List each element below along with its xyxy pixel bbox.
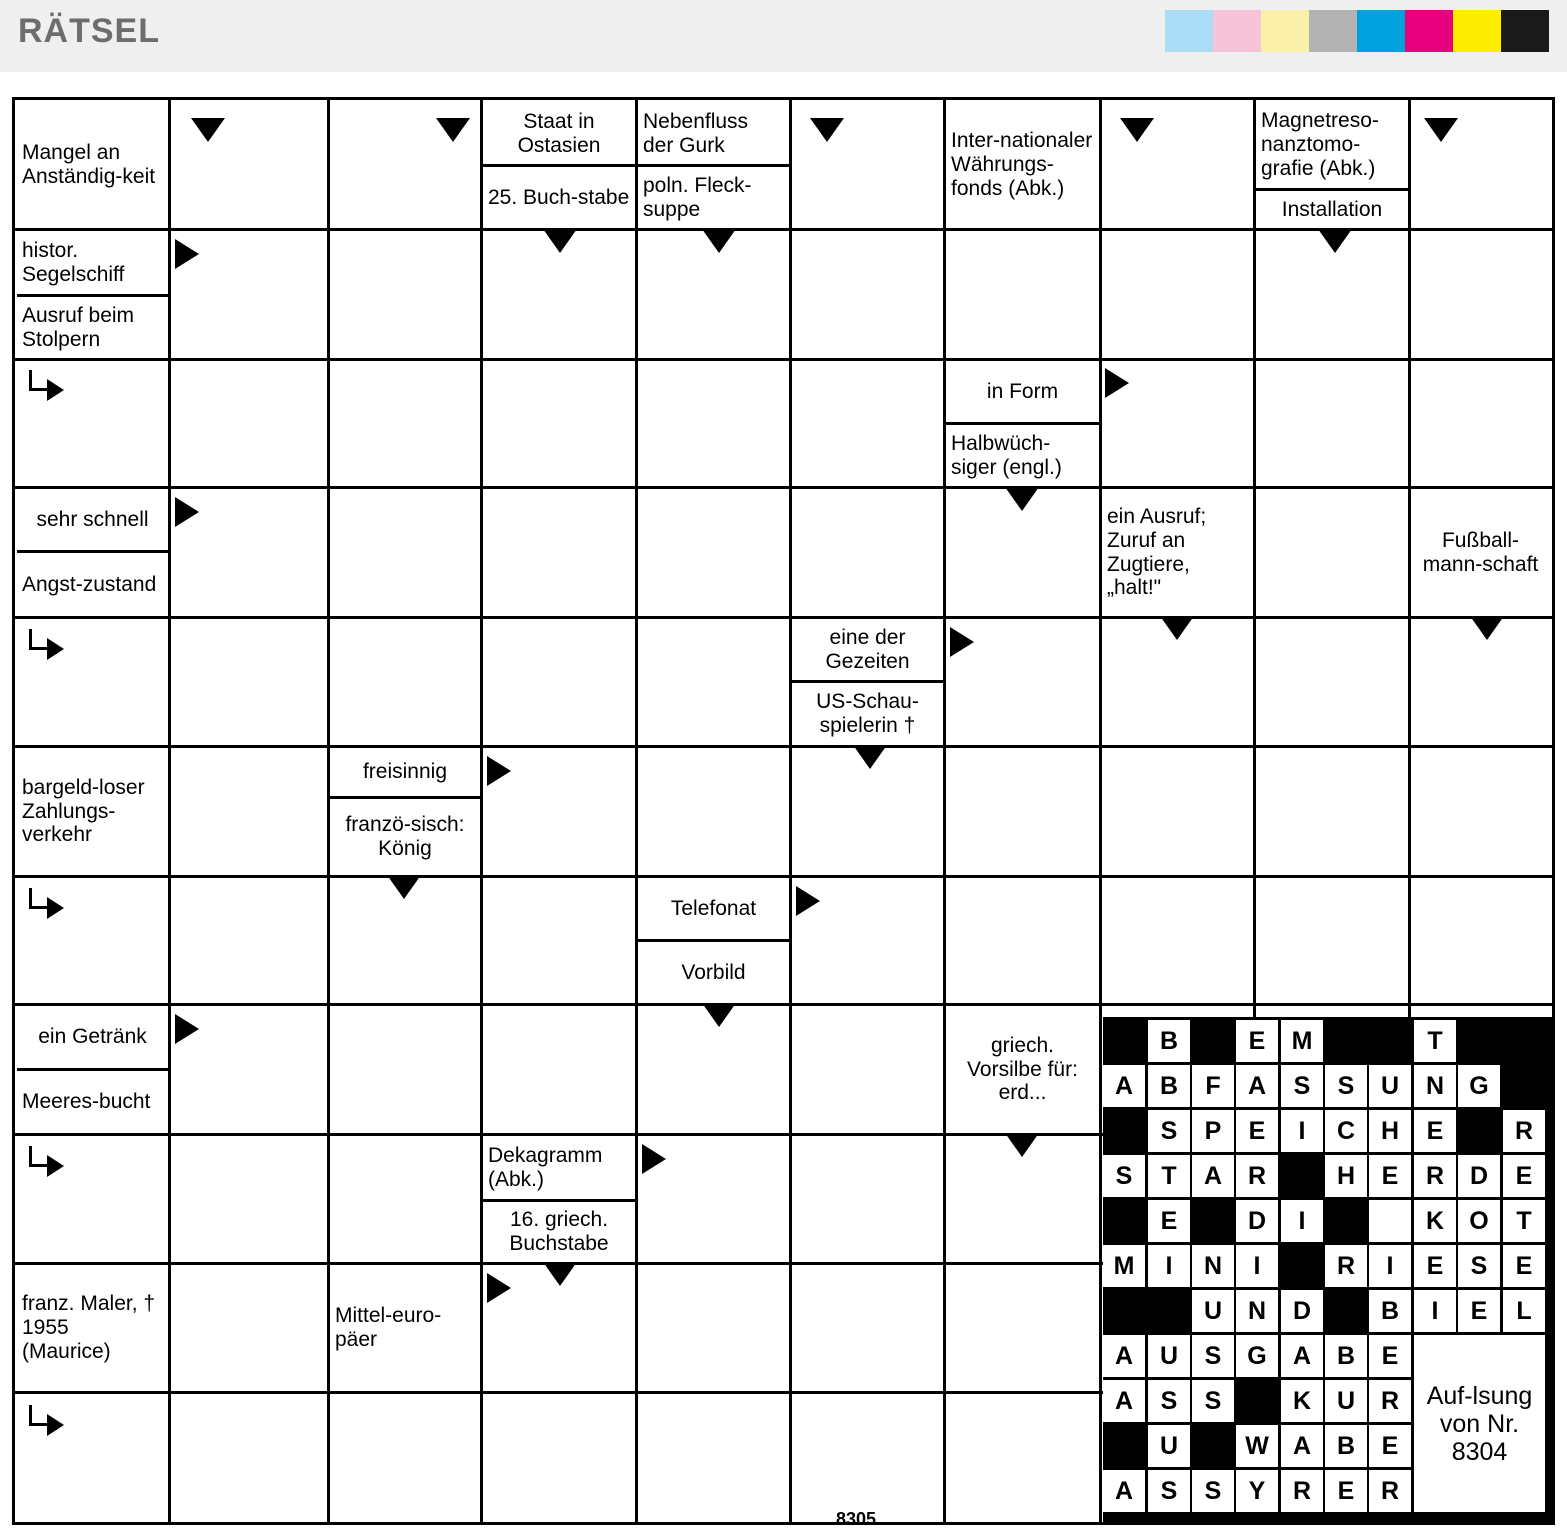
clue-cell: bargeld-loser Zahlungs-verkehr [22, 775, 145, 847]
grid-line [480, 100, 483, 1522]
arrow-down-icon [543, 229, 577, 253]
arrow-right-icon [175, 1014, 199, 1044]
color-swatch [1261, 10, 1309, 52]
clue-cell: ein Getränk [38, 1025, 147, 1049]
arrow-down-icon [702, 1003, 736, 1027]
arrow-right-icon [796, 886, 820, 916]
clue-cell: US-Schau-spielerin † [816, 690, 919, 737]
arrow-down-icon [436, 118, 470, 142]
arrow-corner-icon [29, 629, 55, 655]
page-header [0, 0, 1567, 72]
solution-letter: E [1325, 1470, 1367, 1512]
solution-letter: D [1236, 1200, 1278, 1242]
solution-letter: E [1369, 1335, 1411, 1377]
solution-letter: S [1325, 1065, 1367, 1107]
clue-cell: poln. Fleck-suppe [643, 173, 752, 221]
grid-line [1099, 100, 1102, 1522]
solution-letter: A [1103, 1065, 1145, 1107]
color-swatch [1501, 10, 1549, 52]
solution-letter: E [1414, 1110, 1456, 1152]
solution-letter: S [1281, 1065, 1323, 1107]
clue-cell: histor. Segelschiff [22, 238, 125, 286]
arrow-down-icon [853, 745, 887, 769]
solution-letter: M [1281, 1020, 1323, 1062]
solution-letter: U [1148, 1425, 1190, 1467]
solution-letter: N [1414, 1065, 1456, 1107]
solution-letter: G [1458, 1065, 1500, 1107]
solution-letter: B [1369, 1290, 1411, 1332]
solution-letter: R [1236, 1155, 1278, 1197]
solution-letter: B [1325, 1335, 1367, 1377]
solution-letter: K [1281, 1380, 1323, 1422]
solution-letter: I [1281, 1110, 1323, 1152]
clue-cell: franz. Maler, † 1955 (Maurice) [22, 1292, 156, 1363]
solution-letter: E [1503, 1245, 1545, 1287]
clue-cell: Magnetreso-nanztomo-grafie (Abk.) [1261, 109, 1379, 180]
solution-letter: I [1148, 1245, 1190, 1287]
crossword-grid [12, 97, 1555, 1525]
clue-cell: freisinnig [362, 760, 448, 784]
solution-letter: S [1192, 1335, 1234, 1377]
arrow-down-icon [1005, 1133, 1039, 1157]
solution-letter: W [1236, 1425, 1278, 1467]
arrow-corner-icon [29, 888, 55, 914]
clue-cell: 16. griech. Buchstabe [509, 1208, 609, 1255]
clue-cell: Telefonat [670, 896, 757, 920]
arrow-down-icon [1120, 118, 1154, 142]
grid-line [15, 745, 1552, 748]
solution-letter: P [1192, 1110, 1234, 1152]
grid-line [15, 616, 1552, 619]
arrow-down-icon [543, 1262, 577, 1286]
solution-letter: E [1236, 1110, 1278, 1152]
solution-letter: U [1148, 1335, 1190, 1377]
grid-line [168, 100, 171, 1522]
color-swatch [1357, 10, 1405, 52]
solution-letter: M [1103, 1245, 1145, 1287]
color-swatch [1453, 10, 1501, 52]
solution-letter: I [1369, 1245, 1411, 1287]
solution-letter: B [1148, 1020, 1190, 1062]
arrow-right-icon [487, 1273, 511, 1303]
clue-cell: 25. Buch-stabe [488, 185, 630, 209]
solution-reference-text: Auf-lsung von Nr. 8304 [1426, 1381, 1533, 1466]
solution-letter: B [1325, 1425, 1367, 1467]
clue-cell: sehr schnell [36, 507, 149, 531]
clue-cell: Angst-zustand [22, 572, 157, 596]
solution-letter: E [1148, 1200, 1190, 1242]
clue-cell: Ausruf beim Stolpern [22, 303, 135, 351]
arrow-down-icon [1005, 487, 1039, 511]
color-swatch [1405, 10, 1453, 52]
solution-letter: H [1369, 1110, 1411, 1152]
solution-letter: R [1369, 1470, 1411, 1512]
color-swatch [1213, 10, 1261, 52]
clue-cell: Inter-nationaler Währungs-fonds (Abk.) [951, 129, 1093, 200]
solution-letter: O [1458, 1200, 1500, 1242]
solution-letter: E [1503, 1155, 1545, 1197]
solution-letter: E [1369, 1425, 1411, 1467]
solution-letter: S [1148, 1380, 1190, 1422]
solution-letter: I [1414, 1290, 1456, 1332]
solution-letter: A [1103, 1380, 1145, 1422]
solution-letter: U [1369, 1065, 1411, 1107]
clue-cell: Staat in Ostasien [517, 109, 601, 157]
clue-cell: Meeres-bucht [22, 1090, 151, 1114]
arrow-down-icon [810, 118, 844, 142]
grid-line [15, 486, 1552, 489]
solution-letter: D [1281, 1290, 1323, 1332]
arrow-down-icon [1318, 229, 1352, 253]
clue-cell: ein Ausruf; Zuruf an Zugtiere, „halt!" [1107, 505, 1207, 600]
solution-letter: E [1369, 1155, 1411, 1197]
solution-letter: S [1148, 1470, 1190, 1512]
solution-letter: R [1503, 1110, 1545, 1152]
solution-letter: H [1325, 1155, 1367, 1197]
solution-letter: N [1236, 1290, 1278, 1332]
solution-letter: A [1281, 1335, 1323, 1377]
solution-letter: S [1103, 1155, 1145, 1197]
clue-cell: franzö-sisch: König [345, 813, 465, 860]
solution-letter: R [1281, 1470, 1323, 1512]
solution-letter: S [1458, 1245, 1500, 1287]
arrow-right-icon [175, 497, 199, 527]
clue-cell: eine der Gezeiten [825, 625, 910, 673]
solution-letter: S [1192, 1380, 1234, 1422]
grid-line [15, 1003, 1552, 1006]
solution-letter: A [1103, 1470, 1145, 1512]
clue-cell: Installation [1281, 197, 1383, 221]
solution-letter: S [1148, 1110, 1190, 1152]
arrow-down-icon [1424, 118, 1458, 142]
grid-line [943, 100, 946, 1522]
solution-letter: A [1236, 1065, 1278, 1107]
clue-cell: Fußball-mann-schaft [1422, 528, 1539, 576]
arrow-down-icon [191, 118, 225, 142]
clue-cell: Vorbild [681, 960, 746, 984]
arrow-down-icon [702, 229, 736, 253]
arrow-right-icon [950, 627, 974, 657]
color-calibration-bar [1165, 10, 1549, 52]
solution-letter: T [1414, 1020, 1456, 1062]
arrow-down-icon [1470, 616, 1504, 640]
puzzle-number: 8305 [836, 1509, 877, 1529]
clue-cell: Nebenfluss der Gurk [643, 109, 749, 157]
solution-letter: S [1192, 1470, 1234, 1512]
grid-line [789, 100, 792, 1522]
solution-letter [1369, 1200, 1411, 1242]
solution-letter: T [1148, 1155, 1190, 1197]
solution-letter: E [1458, 1290, 1500, 1332]
solution-letter: A [1103, 1335, 1145, 1377]
solution-block [1103, 1017, 1552, 1522]
arrow-right-icon [642, 1144, 666, 1174]
solution-letter: R [1414, 1155, 1456, 1197]
grid-line [635, 100, 638, 1522]
solution-letter: D [1458, 1155, 1500, 1197]
arrow-right-icon [1105, 368, 1129, 398]
color-swatch [1309, 10, 1357, 52]
arrow-corner-icon [29, 1146, 55, 1172]
clue-cell: Mangel an Anständig-keit [22, 141, 156, 188]
arrow-right-icon [487, 756, 511, 786]
solution-letter: E [1414, 1245, 1456, 1287]
grid-line [15, 358, 1552, 361]
solution-letter: I [1236, 1245, 1278, 1287]
clue-cell: Dekagramm (Abk.) [488, 1143, 603, 1191]
clue-cell: Mittel-euro-päer [335, 1304, 442, 1351]
page-title: RÄTSEL [18, 12, 160, 50]
solution-letter: I [1281, 1200, 1323, 1242]
solution-letter: N [1192, 1245, 1234, 1287]
clue-cell: in Form [986, 379, 1059, 403]
arrow-corner-icon [29, 1405, 55, 1431]
arrow-down-icon [1160, 616, 1194, 640]
solution-reference-label [1414, 1335, 1545, 1512]
solution-letter: K [1414, 1200, 1456, 1242]
solution-letter: L [1503, 1290, 1545, 1332]
solution-letter: R [1369, 1380, 1411, 1422]
arrow-down-icon [387, 875, 421, 899]
clue-cell: Halbwüch-siger (engl.) [951, 431, 1062, 479]
solution-letter: C [1325, 1110, 1367, 1152]
solution-letter: U [1325, 1380, 1367, 1422]
clue-cell: griech. Vorsilbe für: erd... [967, 1033, 1078, 1105]
solution-letter: A [1281, 1425, 1323, 1467]
solution-letter: A [1192, 1155, 1234, 1197]
arrow-corner-icon [29, 370, 55, 396]
solution-letter: T [1503, 1200, 1545, 1242]
solution-letter: G [1236, 1335, 1278, 1377]
solution-letter: Y [1236, 1470, 1278, 1512]
arrow-right-icon [175, 239, 199, 269]
solution-letter: E [1236, 1020, 1278, 1062]
solution-letter: B [1148, 1065, 1190, 1107]
solution-letter: F [1192, 1065, 1234, 1107]
solution-letter: R [1325, 1245, 1367, 1287]
solution-letter: U [1192, 1290, 1234, 1332]
color-swatch [1165, 10, 1213, 52]
